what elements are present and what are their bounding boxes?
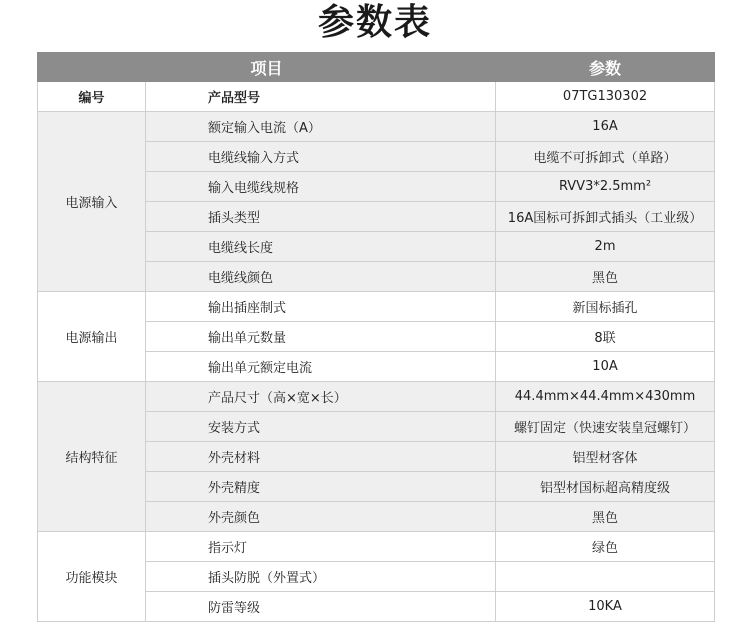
- row-value: 黑色: [496, 262, 715, 292]
- row-value: 铝型材国标超高精度级: [496, 472, 715, 502]
- row-item: 额定输入电流（A）: [146, 112, 496, 142]
- group-label: 功能模块: [38, 532, 146, 622]
- row-item: 插头类型: [146, 202, 496, 232]
- row-value: RVV3*2.5mm²: [496, 172, 715, 202]
- row-item: 插头防脱（外置式）: [146, 562, 496, 592]
- row-value: 螺钉固定（快速安装皇冠螺钉）: [496, 412, 715, 442]
- row-value: 新国标插孔: [496, 292, 715, 322]
- row-value: 16A国标可拆卸式插头（工业级）: [496, 202, 715, 232]
- row-value: 电缆不可拆卸式（单路）: [496, 142, 715, 172]
- row-item: 产品尺寸（高×宽×长）: [146, 382, 496, 412]
- row-value: 2m: [496, 232, 715, 262]
- row-value: 16A: [496, 112, 715, 142]
- row-value: [496, 562, 715, 592]
- row-item: 电缆线长度: [146, 232, 496, 262]
- model-value: 07TG130302: [496, 82, 715, 112]
- row-item: 输出插座制式: [146, 292, 496, 322]
- page-title: 参数表: [317, 2, 432, 43]
- row-value: 44.4mm×44.4mm×430mm: [496, 382, 715, 412]
- table-row: [38, 112, 715, 142]
- spec-table: [37, 52, 715, 622]
- row-value: 黑色: [496, 502, 715, 532]
- header-param: 参数: [496, 53, 715, 82]
- row-item: 电缆线输入方式: [146, 142, 496, 172]
- table-row: [38, 82, 715, 112]
- header-item: 项目: [38, 53, 496, 82]
- row-item: 输入电缆线规格: [146, 172, 496, 202]
- group-label: 结构特征: [38, 382, 146, 532]
- table-header-row: [38, 53, 715, 82]
- row-value: 10A: [496, 352, 715, 382]
- group-label: 电源输入: [38, 112, 146, 292]
- row-item: 外壳材料: [146, 442, 496, 472]
- row-value: 绿色: [496, 532, 715, 562]
- row-item: 外壳精度: [146, 472, 496, 502]
- row-item: 安装方式: [146, 412, 496, 442]
- table-row: [38, 292, 715, 322]
- row-item: 防雷等级: [146, 592, 496, 622]
- table-row: [38, 382, 715, 412]
- row-value: 10KA: [496, 592, 715, 622]
- group-label: 电源输出: [38, 292, 146, 382]
- row-value: 铝型材客体: [496, 442, 715, 472]
- row-item: 指示灯: [146, 532, 496, 562]
- row-value: 8联: [496, 322, 715, 352]
- row-item: 输出单元数量: [146, 322, 496, 352]
- model-label: 产品型号: [146, 82, 496, 112]
- row-item: 电缆线颜色: [146, 262, 496, 292]
- table-row: [38, 532, 715, 562]
- id-label: 编号: [38, 82, 146, 112]
- row-item: 输出单元额定电流: [146, 352, 496, 382]
- row-item: 外壳颜色: [146, 502, 496, 532]
